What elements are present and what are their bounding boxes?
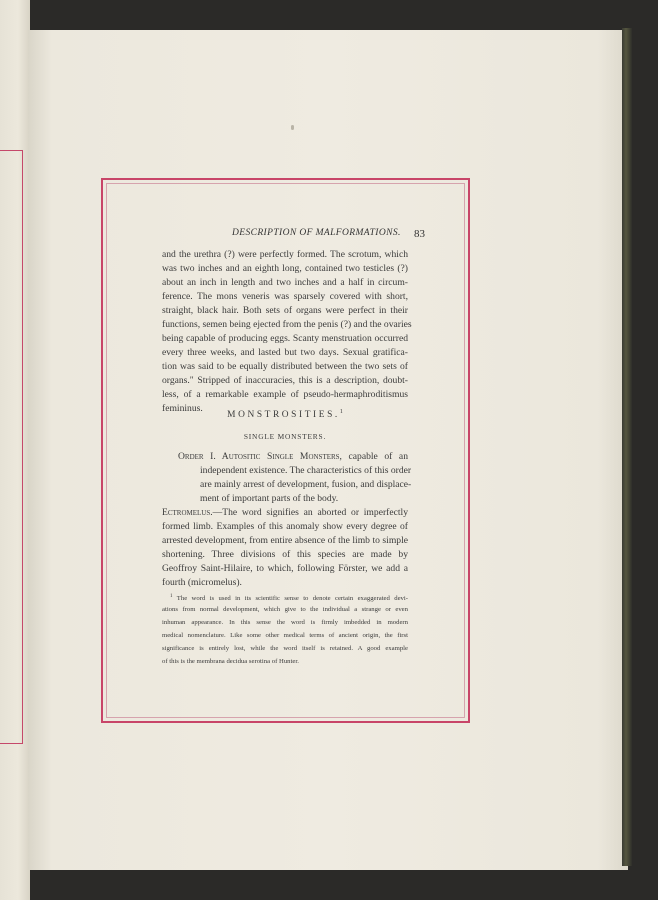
body-line: straight, black hair. Both sets of organs were perfect in their <box>162 305 408 316</box>
body-line: arrested development, from entire absence of the limb to simple <box>162 535 408 546</box>
order-line: ment of important parts of the body. <box>200 493 339 504</box>
body-line: about an inch in length and two inches and a half in circum- <box>162 277 408 288</box>
section-heading <box>162 409 408 420</box>
body-line: ference. The mons veneris was sparsely covered with short, <box>162 291 408 302</box>
footnote-line: ations from normal development, which give to the individual a strange or even <box>162 606 408 613</box>
footnote-line: medical nomenclature. Like some other medical terms of ancient origin, the first <box>162 632 408 639</box>
ectromelus-text: —The word signifies an aborted or imperfectly <box>212 507 408 518</box>
paper-smudge <box>291 125 294 130</box>
footnote-line: of this is the membrana decidua serotina of Hunter. <box>162 658 299 665</box>
order-line: are mainly arrest of development, fusion, and displace- <box>200 479 412 490</box>
footnote-mark: 1 <box>170 594 173 599</box>
page-number: 83 <box>414 228 425 240</box>
ectromelus-term: Ectromelus. <box>162 507 213 518</box>
body-line: tion was said to be equally distributed between the two sets of <box>162 361 408 372</box>
order-line: independent existence. The characteristics of this order <box>200 465 412 476</box>
body-line: shortening. Three divisions of this species are made by <box>162 549 408 560</box>
body-line: organs." Stripped of inaccuracies, this is a description, doubt- <box>162 375 408 386</box>
footnote-line: inhuman appearance. In this sense the word is firmly imbedded in modern <box>162 619 408 626</box>
book-cover-edge <box>622 28 632 866</box>
left-page-red-border <box>0 150 23 744</box>
running-head: DESCRIPTION OF MALFORMATIONS. <box>232 228 401 238</box>
body-line: formed limb. Examples of this anomaly show every degree of <box>162 521 408 532</box>
footnote-line <box>170 592 408 603</box>
body-line: every three weeks, and lasted but two days. Sexual gratifica- <box>162 347 408 358</box>
section-subheading: SINGLE MONSTERS. <box>243 432 327 441</box>
left-page-edge <box>0 0 30 900</box>
body-line: femininus. <box>162 403 203 414</box>
section-heading-text: MONSTROSITIES. <box>227 410 340 421</box>
footnote-text: The word is used in its scientific sense to denote certain exaggerated devi- <box>176 595 408 603</box>
order-text: capable of an <box>341 451 408 462</box>
body-line: and the urethra (?) were perfectly formed. The scrotum, which <box>162 249 408 260</box>
footnote-marker: 1 <box>339 409 343 415</box>
body-line <box>162 507 408 519</box>
body-line: fourth (micromelus). <box>162 577 242 588</box>
body-line: functions, semen being ejected from the penis (?) and the ovaries <box>162 319 412 330</box>
body-line: Geoffroy Saint-Hilaire, to which, following Förster, we add a <box>162 563 408 574</box>
order-line <box>178 451 408 463</box>
body-line: being capable of producing eggs. Scanty menstruation occurred <box>162 333 408 344</box>
body-line: was two inches and an eighth long, contained two testicles (?) <box>162 263 408 274</box>
footnote-line: significance is entirely lost, while the word itself is retained. A good example <box>162 645 408 652</box>
order-title: Order I. Autositic Single Monsters, <box>178 451 342 462</box>
body-line: less, of a remarkable example of pseudo-hermaphroditismus <box>162 389 408 400</box>
